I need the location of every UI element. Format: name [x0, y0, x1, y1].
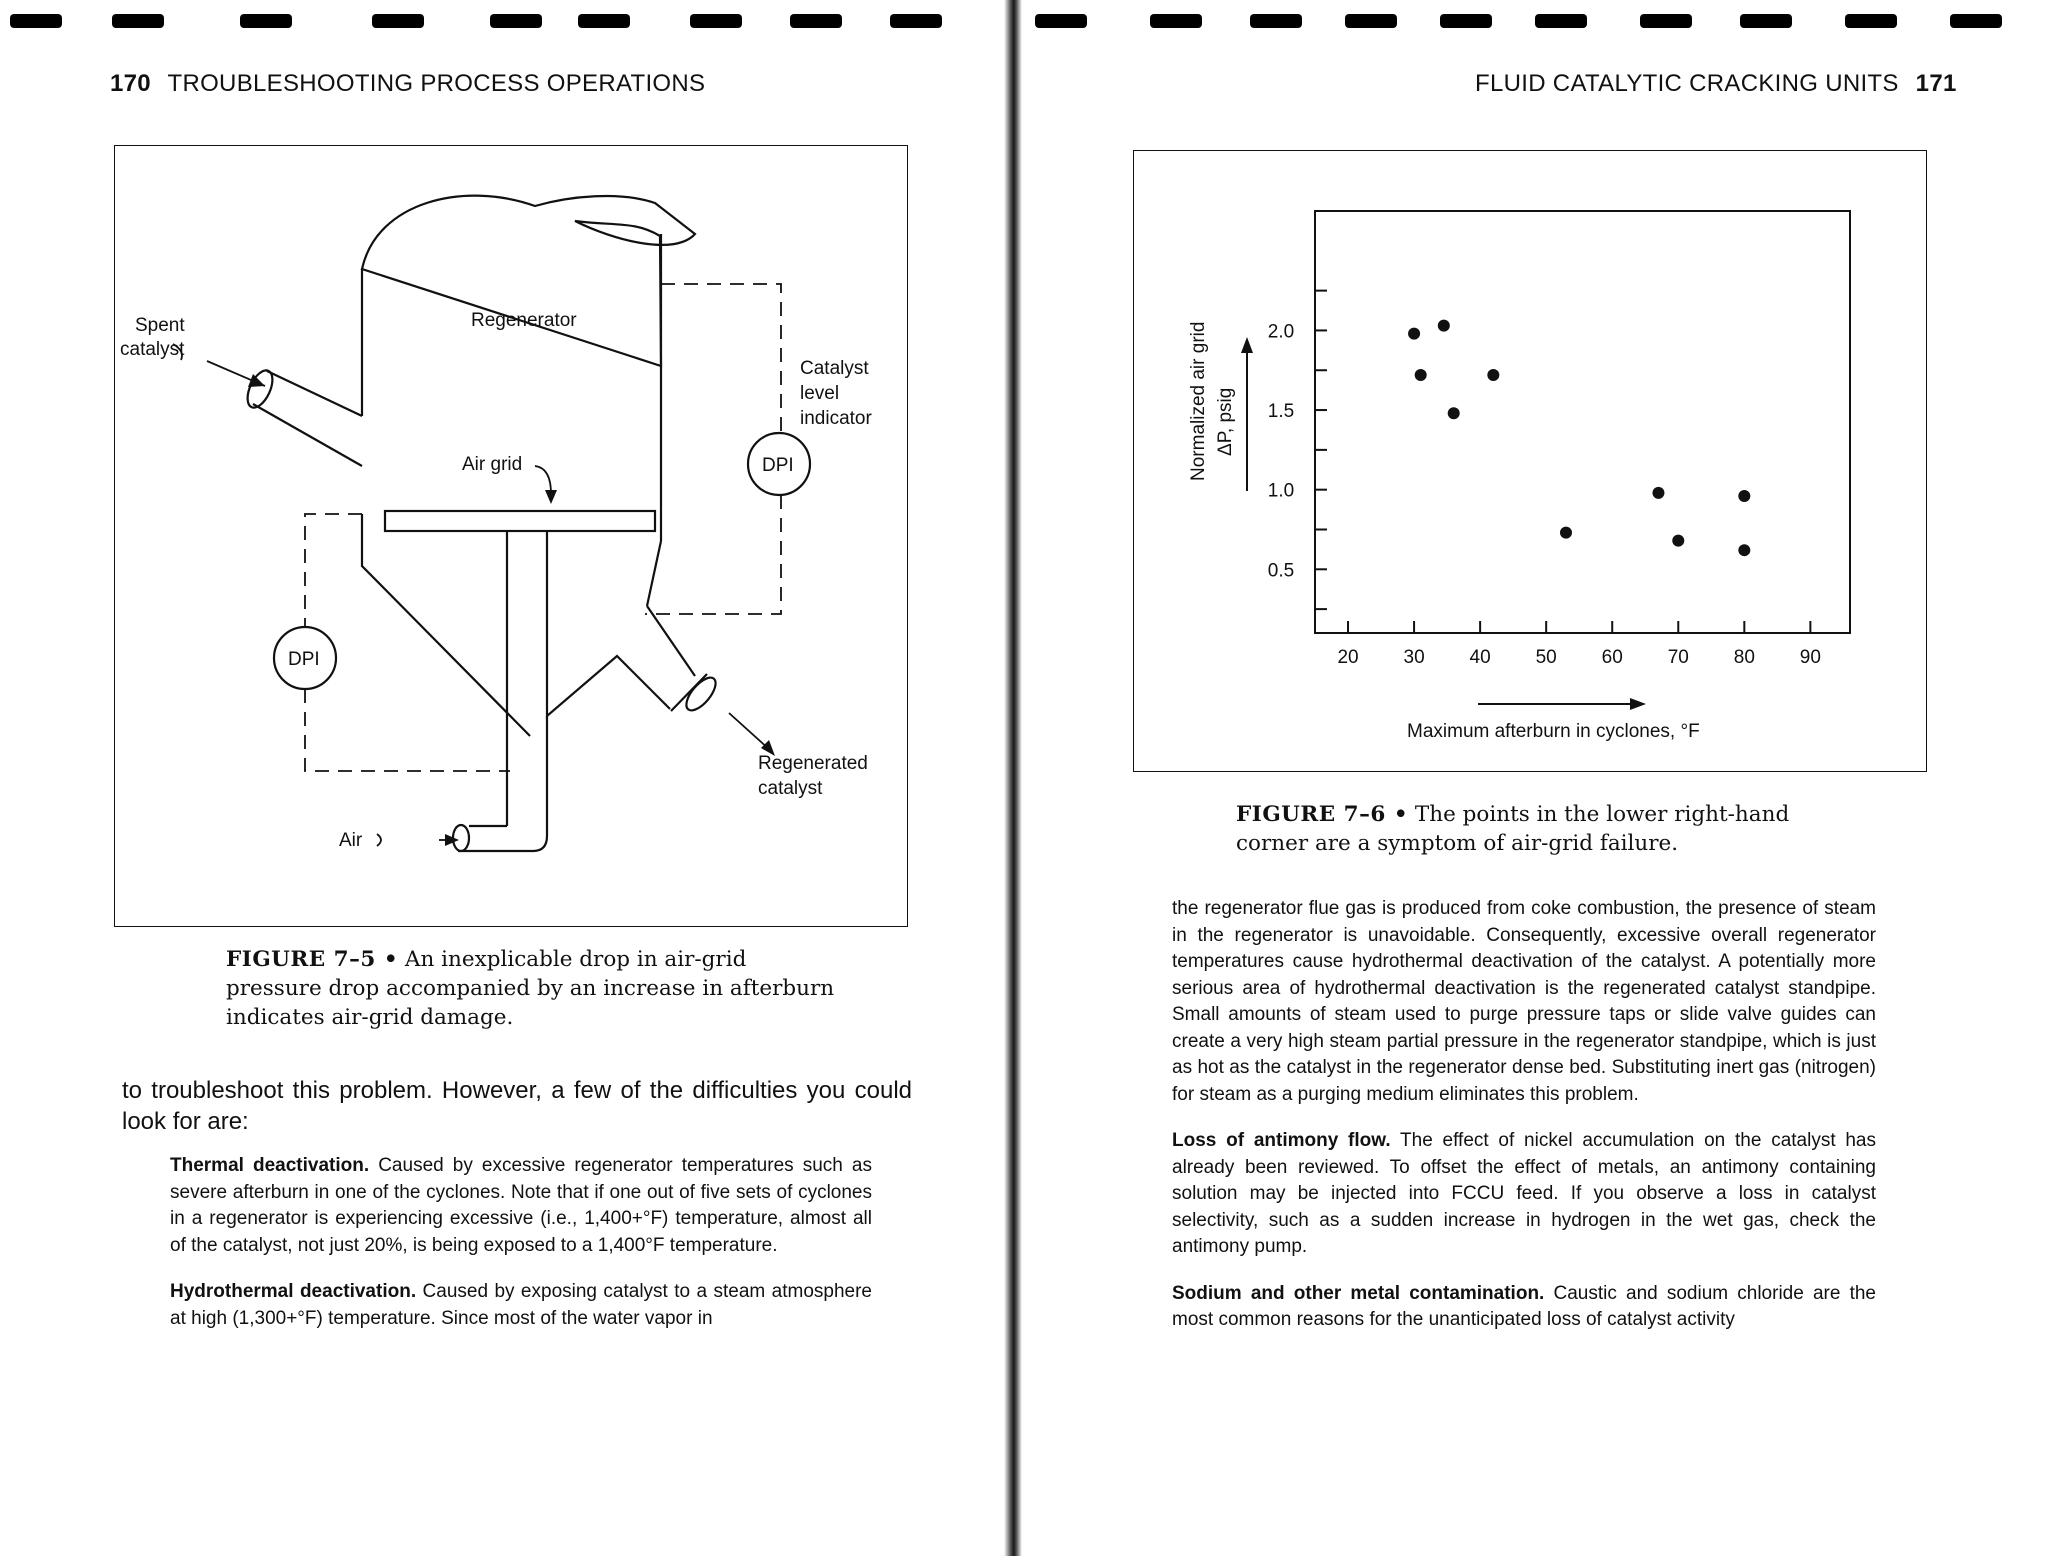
- x-tick-label: 20: [1337, 647, 1359, 668]
- label-regenerated-2: catalyst: [758, 778, 823, 799]
- y-tick-label: 2.0: [1267, 321, 1295, 343]
- data-point: [1738, 544, 1750, 556]
- label-air-grid: Air grid: [462, 454, 523, 475]
- left-page-body: [122, 1075, 912, 1352]
- running-head-title-right: FLUID CATALYTIC CRACKING UNITS: [1475, 70, 1899, 97]
- heading-hydrothermal-deactivation: Hydrothermal deactivation.: [170, 1281, 417, 1302]
- page-number-right: 171: [1915, 70, 1957, 97]
- paragraph-hydrothermal-continued: [1172, 896, 1876, 1108]
- paragraph-sodium-contamination: [1172, 1281, 1876, 1334]
- label-regenerated-1: Regenerated: [758, 753, 868, 774]
- regenerator-diagram: [115, 146, 907, 926]
- heading-thermal-deactivation: Thermal deactivation.: [170, 1155, 370, 1176]
- right-page-body: [1172, 896, 1876, 1354]
- label-catalyst-level-3: indicator: [800, 408, 872, 429]
- y-tick-label: 0.5: [1267, 560, 1295, 582]
- figure-7-5-caption: [226, 945, 846, 1032]
- y-axis-arrow: [1241, 337, 1253, 491]
- figure-7-6-label: FIGURE 7–6 •: [1236, 802, 1409, 827]
- x-tick-label: 70: [1667, 647, 1689, 668]
- label-catalyst-level-1: Catalyst: [800, 358, 869, 379]
- figure-7-6-box: [1133, 150, 1927, 772]
- heading-loss-of-antimony: Loss of antimony flow.: [1172, 1130, 1391, 1151]
- y-tick-label: 1.5: [1267, 401, 1295, 423]
- running-head-title-left: TROUBLESHOOTING PROCESS OPERATIONS: [167, 70, 706, 97]
- heading-sodium-contamination: Sodium and other metal contamination.: [1172, 1282, 1545, 1304]
- figure-7-5-label: FIGURE 7–5 •: [226, 947, 399, 972]
- x-axis-arrow: [1478, 698, 1646, 710]
- paragraph-thermal-deactivation: [170, 1153, 872, 1259]
- y-tick-label: 1.0: [1267, 480, 1295, 502]
- running-head-left: [110, 70, 705, 98]
- x-tick-label: 50: [1535, 647, 1557, 668]
- figure-7-6-text: The points in the lower right-hand corner are a symptom of air-grid failure.: [1236, 802, 1790, 856]
- page-number-left: 170: [110, 70, 151, 97]
- x-axis-label: Maximum afterburn in cyclones, °F: [1407, 721, 1700, 742]
- data-point: [1415, 369, 1427, 381]
- label-dpi-right: DPI: [762, 455, 794, 476]
- data-point: [1448, 407, 1460, 419]
- plot-frame: [1315, 211, 1850, 633]
- binding-strip: [0, 12, 2048, 30]
- label-dpi-left: DPI: [288, 649, 320, 670]
- scatter-chart: [1134, 151, 1926, 771]
- label-air: Air: [339, 830, 363, 851]
- running-head-right: [1475, 70, 1967, 98]
- text-loss-of-antimony: The effect of nickel accumulation on the catalyst has already been reviewed. To offset the effect of metals, an antimony containing solution may be injected into FCCU feed. If you observe a loss in catalyst selectivity, such as a sudden increase in hydrogen in the wet gas, check the antimony pump.: [1172, 1130, 1877, 1257]
- figure-7-6-caption: [1236, 800, 1836, 858]
- label-spent-1: Spent: [135, 315, 185, 336]
- paragraph-loss-of-antimony: [1172, 1128, 1876, 1261]
- x-tick-label: 40: [1469, 647, 1491, 668]
- text-hydrothermal-deactivation: Caused by exposing catalyst to a steam atmosphere at high (1,300+°F) temperature. Since most of the water vapor in: [170, 1281, 873, 1329]
- data-point: [1487, 369, 1499, 381]
- text-sodium-contamination: Caustic and sodium chloride are the most common reasons for the unanticipated loss of catalyst activity: [1172, 1282, 1876, 1330]
- data-point: [1672, 535, 1684, 547]
- figure-7-5-box: [114, 145, 908, 927]
- text-hydrothermal-continued: the regenerator flue gas is produced from coke combustion, the presence of steam in the regenerator is unavoidable. Consequently, excessive overall regenerator temperatures cause hydrothermal deactivation of the catalyst. A potentially more serious area of hydrothermal deactivation is the regenerated catalyst standpipe. Small amounts of steam used to purge pressure taps or slide valve guides can create a very high steam partial pressure in the regenerator standpipe, which is just as hot as the catalyst in the regenerator dense bed. Substituting inert gas (nitrogen) for steam as a purging medium eliminates this problem.: [1172, 898, 1876, 1105]
- x-tick-label: 90: [1799, 647, 1821, 668]
- y-axis-label-line1: Normalized air grid: [1188, 321, 1209, 481]
- label-catalyst-level-2: level: [800, 383, 840, 404]
- figure-7-5-text: An inexplicable drop in air-grid pressure drop accompanied by an increase in afterburn indicates air-grid damage.: [226, 947, 835, 1030]
- data-point: [1738, 490, 1750, 502]
- text-thermal-deactivation: Caused by excessive regenerator temperatures such as severe afterburn in one of the cyclones. Note that if one out of five sets of cyclones in a regenerator is experiencing excessive (i.e., 1,400+°F) temperature, almost all of the catalyst, not just 20%, is being exposed to a 1,400°F temperature.: [170, 1155, 872, 1256]
- intro-paragraph: to troubleshoot this problem. However, a few of the difficulties you could look for are:: [122, 1077, 912, 1135]
- label-regenerator: Regenerator: [471, 310, 577, 331]
- label-spent-2: catalyst: [120, 339, 185, 360]
- data-point: [1652, 487, 1664, 499]
- book-spine: [1004, 0, 1022, 1556]
- data-point: [1438, 320, 1450, 332]
- x-tick-label: 60: [1601, 647, 1623, 668]
- paragraph-hydrothermal-deactivation: [170, 1279, 872, 1332]
- data-point: [1408, 328, 1420, 340]
- data-point: [1560, 527, 1572, 539]
- x-tick-label: 80: [1733, 647, 1755, 668]
- y-axis-label-line2: ΔP, psig: [1215, 387, 1236, 456]
- x-tick-label: 30: [1403, 647, 1425, 668]
